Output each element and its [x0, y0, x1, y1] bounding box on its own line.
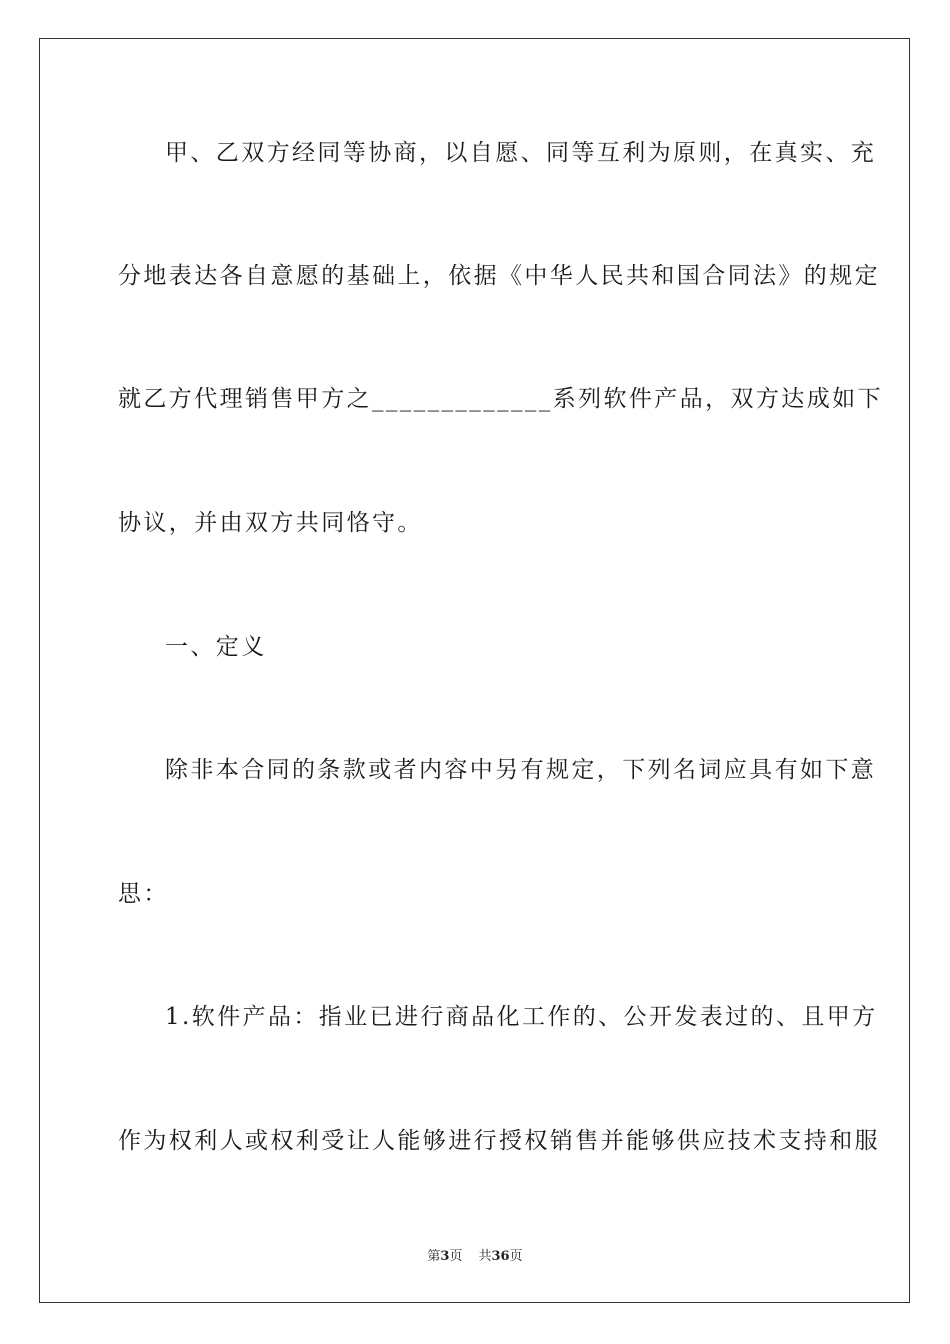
paragraph-1-line-2: 分地表达各自意愿的基础上，依据《中华人民共和国合同法》的规定 [118, 263, 880, 289]
paragraph-2-line-2: 思： [118, 881, 169, 907]
page-footer [0, 1248, 950, 1266]
footer-total-pages: 36 [491, 1249, 510, 1264]
section-heading-definition: 一、定义 [165, 634, 267, 660]
footer-total-unit: 页 [509, 1249, 523, 1264]
paragraph-3-line-1: 1.软件产品：指业已进行商品化工作的、公开发表过的、且甲方 [165, 1004, 878, 1030]
page-border [39, 38, 910, 1303]
footer-page-prefix: 第 [427, 1249, 441, 1264]
footer-total-prefix: 共 [478, 1249, 492, 1264]
paragraph-2-line-1: 除非本合同的条款或者内容中另有规定，下列名词应具有如下意 [165, 757, 877, 783]
paragraph-1-line-1: 甲、乙双方经同等协商，以自愿、同等互利为原则，在真实、充 [165, 140, 877, 166]
paragraph-1-line-4: 协议，并由双方共同恪守。 [118, 510, 423, 536]
paragraph-3-line-2: 作为权利人或权利受让人能够进行授权销售并能够供应技术支持和服 [118, 1128, 880, 1154]
footer-page-unit: 页 [449, 1249, 463, 1264]
paragraph-1-line-3: 就乙方代理销售甲方之_____________系列软件产品，双方达成如下 [118, 386, 883, 412]
footer-current-page: 3 [440, 1249, 450, 1264]
